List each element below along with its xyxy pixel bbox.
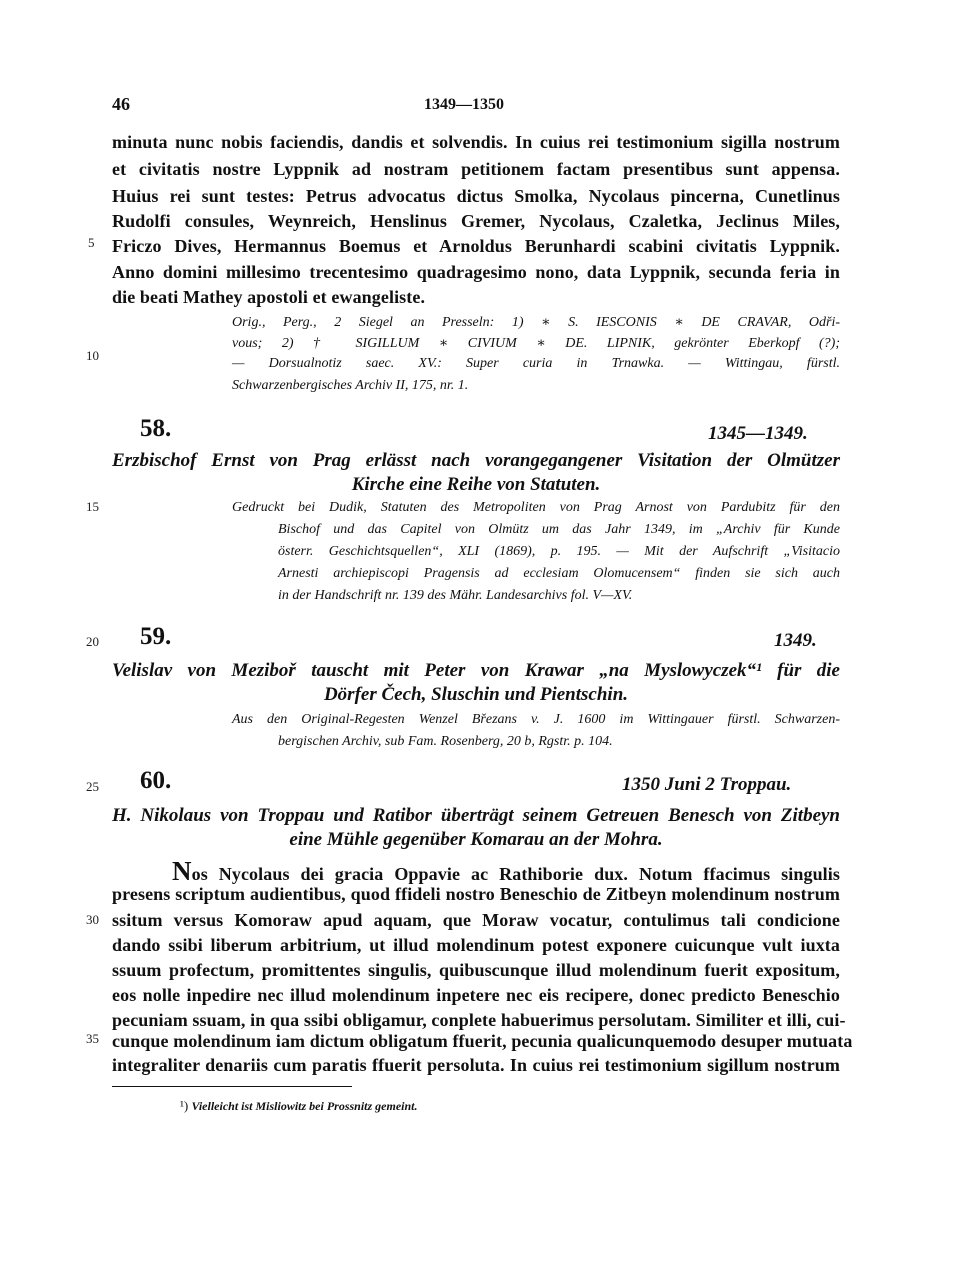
source-line: Arnesti archiepiscopi Pragensis ad ecclesiam Olomucensem“ finden sie sich auch	[278, 566, 840, 581]
text-line: ssuum profectum, promittentes singulis, quibuscunque illud molendinum fuerit expositum,	[112, 960, 840, 980]
note-line: Orig., Perg., 2 Siegel an Presseln: 1) ∗ S. IESCONIS ∗ DE CRAVAR, Odři-	[232, 315, 840, 330]
running-title: 1349—1350	[424, 96, 504, 113]
footnote-mark: ¹)	[180, 1098, 189, 1113]
text-line: Anno domini millesimo trecentesimo quadragesimo nono, data Lyppnik, secunda feria in	[112, 262, 840, 282]
text-line: ssitum versus Komoraw apud aquam, que Moraw vocatur, contulimus tali condicione	[112, 910, 840, 930]
entry-number: 60.	[140, 767, 172, 794]
line-number: 15	[86, 499, 99, 514]
line-number: 35	[86, 1031, 99, 1046]
footnote	[180, 1098, 418, 1114]
text-line: presens scriptum audientibus, quod ffideli nostro Beneschio de Zitbeyn molendinum nostrum	[112, 884, 840, 904]
line-number: 10	[86, 348, 99, 363]
entry-title: Velislav von Meziboř tauscht mit Peter von Krawar „na Myslowyczek“¹ für die	[112, 660, 840, 681]
entry-title: Kirche eine Reihe von Statuten.	[351, 474, 601, 495]
entry-date: 1345—1349.	[708, 423, 808, 444]
note-line: vous; 2) † SIGILLUM ∗ CIVIUM ∗ DE. LIPNIK, gekrönter Eberkopf (?);	[232, 336, 840, 351]
text-line: eos nolle inpedire nec illud molendinum inpetere nec eis recipere, donec predicto Beneschio	[112, 985, 840, 1005]
source-line: in der Handschrift nr. 139 des Mähr. Landesarchivs fol. V—XV.	[278, 588, 633, 603]
entry-title: Erzbischof Ernst von Prag erlässt nach vorangegangener Visitation der Olmützer	[112, 450, 840, 471]
footnote-rule	[112, 1086, 352, 1087]
source-line: Bischof und das Capitel von Olmütz um das Jahr 1349, im „Archiv für Kunde	[278, 522, 840, 537]
line-number: 5	[88, 235, 95, 250]
text-line: minuta nunc nobis faciendis, dandis et solvendis. In cuius rei testimonium sigilla nostrum	[112, 132, 840, 152]
line-number: 25	[86, 779, 99, 794]
text-line: Huius rei sunt testes: Petrus advocatus dictus Smolka, Nycolaus pincerna, Cunetlinus	[112, 186, 840, 206]
note-line: — Dorsualnotiz saec. XV.: Super curia in Trnawka. — Wittingau, fürstl.	[232, 356, 840, 371]
line-number: 30	[86, 912, 99, 927]
source-line: österr. Geschichtsquellen“, XLI (1869), p. 195. — Mit der Aufschrift „Visitacio	[278, 544, 840, 559]
text-line: et civitatis nostre Lyppnik ad nostram petitionem factam presentibus sunt appensa.	[112, 159, 840, 179]
source-line: bergischen Archiv, sub Fam. Rosenberg, 20 b, Rgstr. p. 104.	[278, 734, 613, 749]
entry-date: 1350 Juni 2 Troppau.	[622, 774, 792, 795]
entry-title: H. Nikolaus von Troppau und Ratibor überträgt seinem Getreuen Benesch von Zitbeyn	[112, 805, 840, 826]
entry-title: eine Mühle gegenüber Komarau an der Mohra.	[289, 829, 663, 850]
entry-date: 1349.	[774, 630, 817, 651]
text-line: cunque molendinum iam dictum obligatum ffuerit, pecunia qualicunquemodo desuper mutuata	[112, 1031, 853, 1051]
entry-number: 58.	[140, 415, 172, 442]
note-line: Schwarzenbergisches Archiv II, 175, nr. 1.	[232, 378, 469, 393]
footnote-text: Vielleicht ist Misliowitz bei Prossnitz gemeint.	[191, 1099, 418, 1113]
line-number: 20	[86, 634, 99, 649]
text-line: Friczo Dives, Hermannus Boemus et Arnoldus Berunhardi scabini civitatis Lyppnik.	[112, 236, 840, 256]
text-line: os Nycolaus dei gracia Oppavie ac Rathiborie dux. Notum ffacimus singulis	[191, 864, 840, 884]
text-line: dando ssibi liberum arbitrium, ut illud molendinum potest exponere cuicunque vult iuxta	[112, 935, 840, 955]
entry-title: Dörfer Čech, Sluschin und Pientschin.	[323, 684, 629, 705]
text-line: Rudolfi consules, Weynreich, Henslinus Gremer, Nycolaus, Czaletka, Jeclinus Miles,	[112, 211, 840, 231]
source-line: Gedruckt bei Dudik, Statuten des Metropoliten von Prag Arnost von Pardubitz für den	[232, 500, 840, 515]
source-line: Aus den Original-Regesten Wenzel Březans v. J. 1600 im Wittingauer fürstl. Schwarzen-	[232, 712, 840, 727]
text-line: integraliter denariis cum paratis ffuerit persoluta. In cuius rei testimonium sigillum nostrum	[112, 1055, 840, 1075]
page-number: 46	[112, 94, 130, 114]
charter-first-line	[172, 856, 840, 887]
entry-number: 59.	[140, 623, 172, 650]
text-line: die beati Mathey apostoli et ewangeliste.	[112, 287, 426, 307]
dropcap: N	[172, 856, 192, 886]
text-line: pecuniam ssuam, in qua ssibi obligamur, conplete habuerimus persolutam. Similiter et illi, cui-	[112, 1010, 846, 1030]
